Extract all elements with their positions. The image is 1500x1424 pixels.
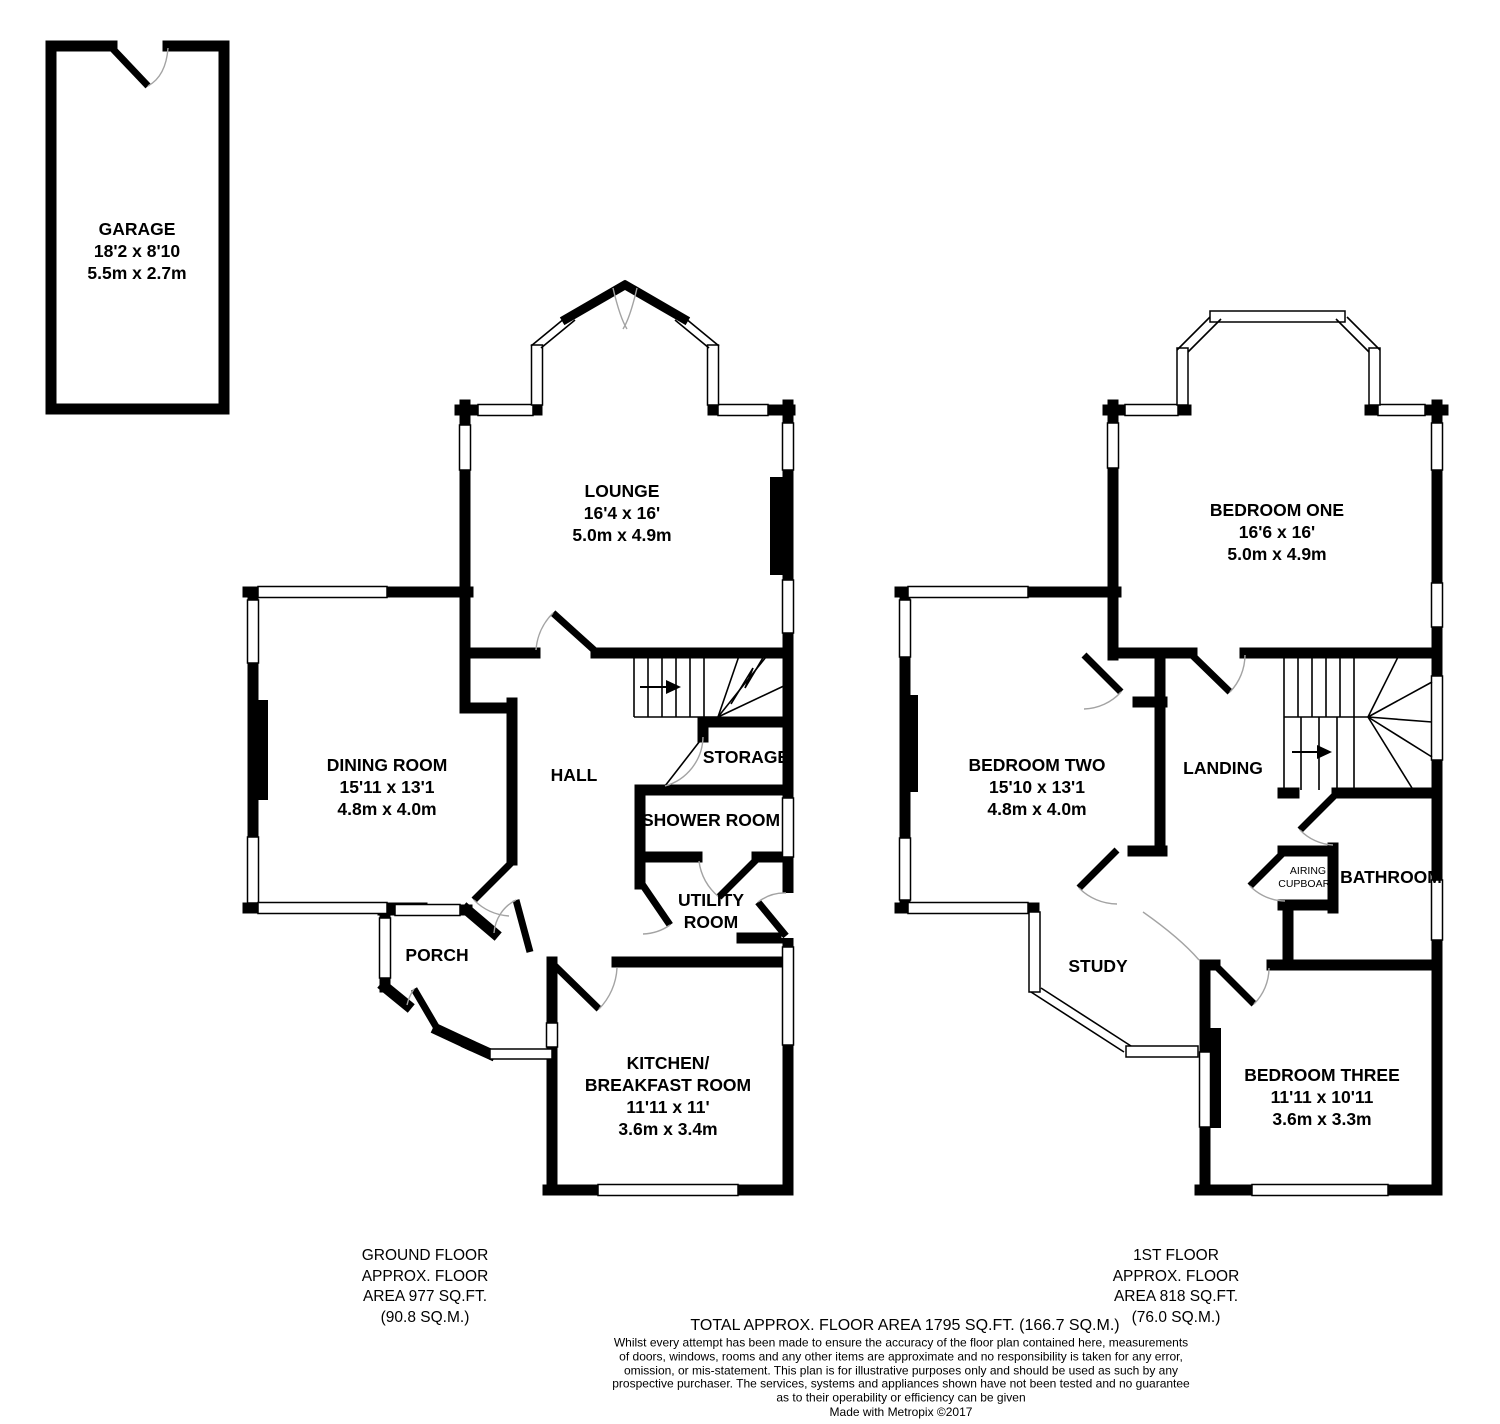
room-label-kitchen: [585, 1052, 751, 1140]
room-label-hall: [551, 764, 598, 786]
room-label-garage: [87, 218, 186, 284]
room-label-bedroom-one: [1210, 499, 1344, 565]
room-dims-metric: 5.0m x 4.9m: [572, 525, 672, 545]
room-name: UTILITY: [677, 890, 745, 910]
room-name: PORCH: [405, 945, 469, 965]
room-label-bedroom-three: [1244, 1064, 1400, 1130]
room-dims-metric: 3.6m x 3.3m: [1272, 1109, 1372, 1129]
stairs-up-arrow-icon: [1292, 745, 1332, 759]
disclaimer-line: as to their operability or efficiency can be given: [776, 1390, 1026, 1405]
room-dims-imperial: 11'11 x 10'11: [1270, 1087, 1374, 1107]
room-name: BEDROOM THREE: [1244, 1065, 1400, 1085]
room-name: BATHROOM: [1340, 867, 1442, 887]
room-name: DINING ROOM: [326, 755, 448, 775]
total-floor-area: TOTAL APPROX. FLOOR AREA 1795 SQ.FT. (166.7 SQ.M.): [690, 1317, 1120, 1334]
room-label-utility-room: [678, 889, 744, 933]
room-dims-imperial: 18'2 x 8'10: [93, 241, 181, 261]
room-label-porch: [405, 944, 468, 966]
room-dims-metric: 5.5m x 2.7m: [87, 263, 187, 283]
room-label-storage: [703, 746, 789, 768]
room-name: HALL: [550, 765, 598, 785]
caption-line: APPROX. FLOOR: [361, 1267, 489, 1285]
room-label-airing-cupboard: [1278, 865, 1338, 891]
room-dims-imperial: 16'6 x 16': [1238, 522, 1316, 542]
caption-line: APPROX. FLOOR: [1112, 1267, 1240, 1285]
lounge-bay-window: [531, 286, 719, 405]
garage-door-icon: [112, 48, 168, 86]
disclaimer-line: Whilst every attempt has been made to ensure the accuracy of the floor plan contained here, measurements: [613, 1335, 1189, 1350]
room-name: LOUNGE: [584, 481, 660, 501]
room-label-bedroom-two: [968, 754, 1105, 820]
room-name: LANDING: [1183, 758, 1263, 778]
room-dims-imperial: 15'10 x 13'1: [989, 777, 1085, 797]
stairs-up-arrow-icon: [640, 680, 681, 694]
credit-text: Made with Metropix ©2017: [829, 1405, 973, 1419]
room-name: STUDY: [1068, 956, 1128, 976]
room-label-bathroom: [1340, 866, 1442, 888]
room-label-lounge: [572, 480, 671, 546]
room-label-landing: [1183, 757, 1263, 779]
room-label-shower-room: [642, 809, 780, 831]
room-name: CUPBOARD: [1278, 878, 1338, 890]
room-name: GARAGE: [98, 219, 176, 239]
room-name: STORAGE: [702, 747, 790, 767]
disclaimer-text: [612, 1337, 1189, 1406]
room-dims-imperial: 15'11 x 13'1: [339, 777, 435, 797]
room-label-study: [1068, 955, 1127, 977]
caption-line: (76.0 SQ.M.): [1131, 1308, 1221, 1326]
disclaimer-line: of doors, windows, rooms and any other items are approximate and no responsibility is taken for any error,: [619, 1349, 1183, 1364]
caption-line: 1ST FLOOR: [1133, 1247, 1219, 1264]
first-floor-caption: [1113, 1246, 1240, 1328]
ground-staircase: [634, 651, 788, 717]
room-name: KITCHEN/: [626, 1053, 710, 1073]
disclaimer-line: prospective purchaser. The services, systems and appliances shown have not been tested and no guarantee: [612, 1376, 1190, 1391]
room-name: ROOM: [683, 912, 739, 932]
room-dims-metric: 3.6m x 3.4m: [618, 1119, 718, 1139]
caption-line: (90.8 SQ.M.): [380, 1308, 470, 1326]
room-name: SHOWER ROOM: [641, 810, 781, 830]
caption-line: AREA 818 SQ.FT.: [1113, 1288, 1239, 1305]
room-dims-metric: 4.8m x 4.0m: [987, 799, 1087, 819]
ground-floor-caption: [362, 1246, 489, 1328]
room-name: AIRING: [1289, 865, 1327, 877]
first-floor-staircase: [1284, 653, 1432, 790]
bedroom-one-bay-window: [1177, 311, 1380, 405]
room-name: BREAKFAST ROOM: [584, 1075, 752, 1095]
room-dims-imperial: 11'11 x 11': [626, 1097, 710, 1117]
room-name: BEDROOM ONE: [1209, 500, 1345, 520]
room-dims-metric: 4.8m x 4.0m: [337, 799, 437, 819]
first-floor-doors: [1079, 655, 1335, 1004]
room-dims-metric: 5.0m x 4.9m: [1227, 544, 1327, 564]
caption-line: AREA 977 SQ.FT.: [362, 1288, 488, 1305]
room-name: BEDROOM TWO: [968, 755, 1106, 775]
caption-line: GROUND FLOOR: [361, 1247, 489, 1264]
room-dims-imperial: 16'4 x 16': [583, 503, 661, 523]
room-label-dining-room: [327, 754, 448, 820]
disclaimer-line: omission, or mis-statement. This plan is for illustrative purposes only and should be used as such by any: [623, 1363, 1179, 1378]
